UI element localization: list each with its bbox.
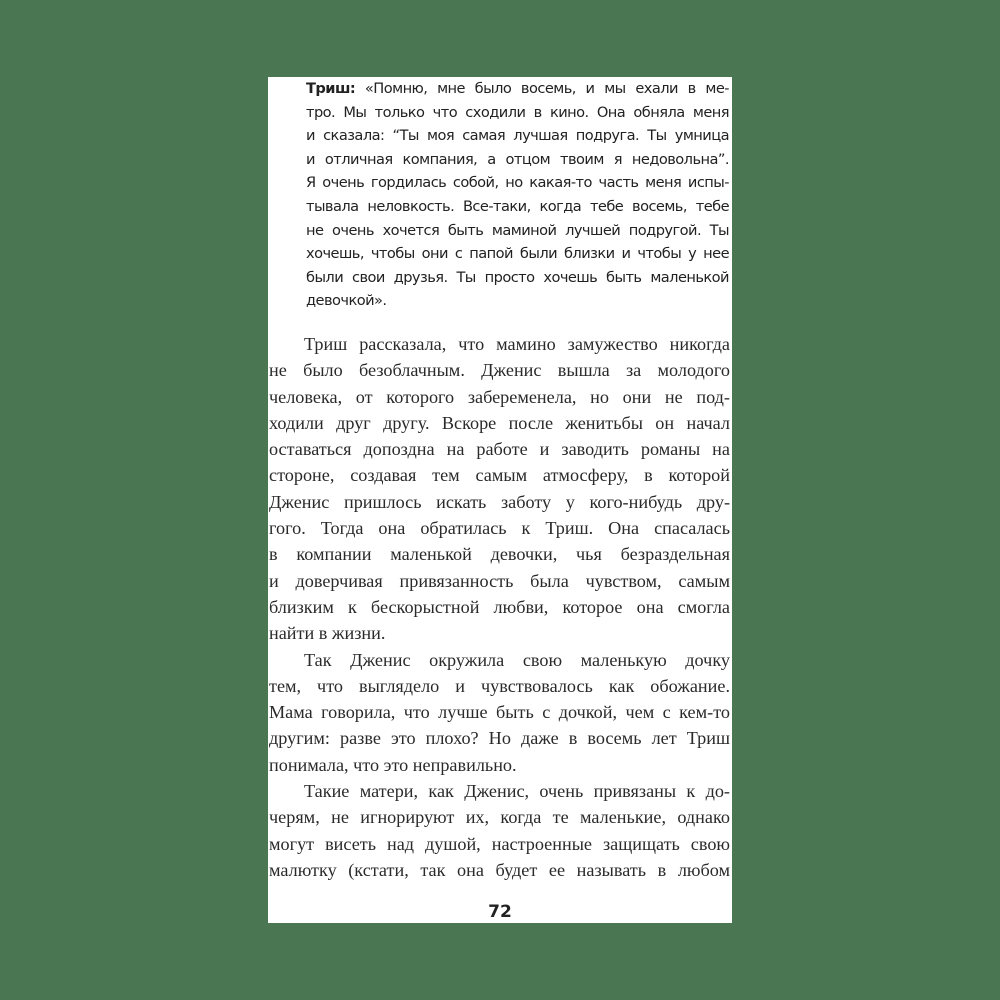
- quote-line: не очень хочется быть маминой лучшей подругой. Ты: [306, 221, 729, 239]
- text-line: оставаться допоздна на работе и заводить романы на: [269, 439, 730, 460]
- text-line: гого. Тогда она обратилась к Триш. Она спасалась: [269, 518, 730, 539]
- text-line: не было безоблачным. Дженис вышла за молодого: [269, 360, 730, 381]
- body-text: [269, 331, 730, 883]
- quote-block: [306, 77, 729, 313]
- text-line: Триш рассказала, что мамино замужество никогда: [304, 334, 730, 354]
- quote-line: и сказала: “Ты моя самая лучшая подруга. Ты умница: [306, 127, 729, 145]
- text-line: в компании маленькой девочки, чья безраздельная: [269, 544, 730, 565]
- text-line: и доверчивая привязанность была чувством, самым: [269, 570, 730, 591]
- paragraph-3: [269, 778, 730, 883]
- paragraph-1: [269, 331, 730, 647]
- quote-line: Я очень гордилась собой, но какая-то часть меня испы-: [306, 174, 729, 192]
- quote-line: девочкой».: [306, 292, 387, 310]
- text-line: ходили друг другу. Вскоре после женитьбы он начал: [269, 412, 730, 433]
- text-line: черям, не игнорируют их, когда те маленькие, однако: [269, 807, 730, 828]
- quote-line: были свои друзья. Ты просто хочешь быть маленькой: [306, 268, 729, 286]
- text-line: Так Дженис окружила свою маленькую дочку: [304, 649, 730, 670]
- page-number: 72: [488, 902, 512, 922]
- text-line: могут висеть над душой, настроенные защищать свою: [269, 833, 730, 854]
- text-line: тем, что выглядело и чувствовалось как обожание.: [269, 675, 730, 696]
- quote-line: хочешь, чтобы они с папой были близки и чтобы у нее: [306, 245, 729, 263]
- text-line: Такие матери, как Дженис, очень привязаны к до-: [304, 781, 730, 802]
- text-line: Мама говорила, что лучше быть с дочкой, чем с кем-то: [269, 702, 730, 723]
- text-line: найти в жизни.: [269, 623, 386, 644]
- text-line: близким к бескорыстной любви, которое она смогла: [269, 596, 730, 617]
- text-line: малютку (кстати, так она будет ее называть в любом: [269, 859, 730, 880]
- text-line: человека, от которого забеременела, но они не под-: [269, 386, 730, 407]
- speaker-name: Триш:: [306, 80, 356, 97]
- paragraph-2: [269, 647, 730, 778]
- text-line: другим: разве это плохо? Но даже в восемь лет Триш: [269, 728, 730, 749]
- text-line: Дженис пришлось искать заботу у кого-нибудь дру-: [269, 491, 730, 512]
- quote-line: Триш: «Помню, мне было восемь, и мы ехали в ме-: [306, 80, 729, 97]
- quote-line: тывала неловкость. Все-таки, когда тебе восемь, тебе: [306, 197, 729, 215]
- quote-line: тро. Мы только что сходили в кино. Она обняла меня: [306, 103, 729, 121]
- text-line: понимала, что это неправильно.: [269, 754, 517, 775]
- text-line: стороне, создавая тем самым атмосферу, в которой: [269, 465, 730, 486]
- quote-line: и отличная компания, а отцом твоим я недовольна”.: [306, 150, 729, 168]
